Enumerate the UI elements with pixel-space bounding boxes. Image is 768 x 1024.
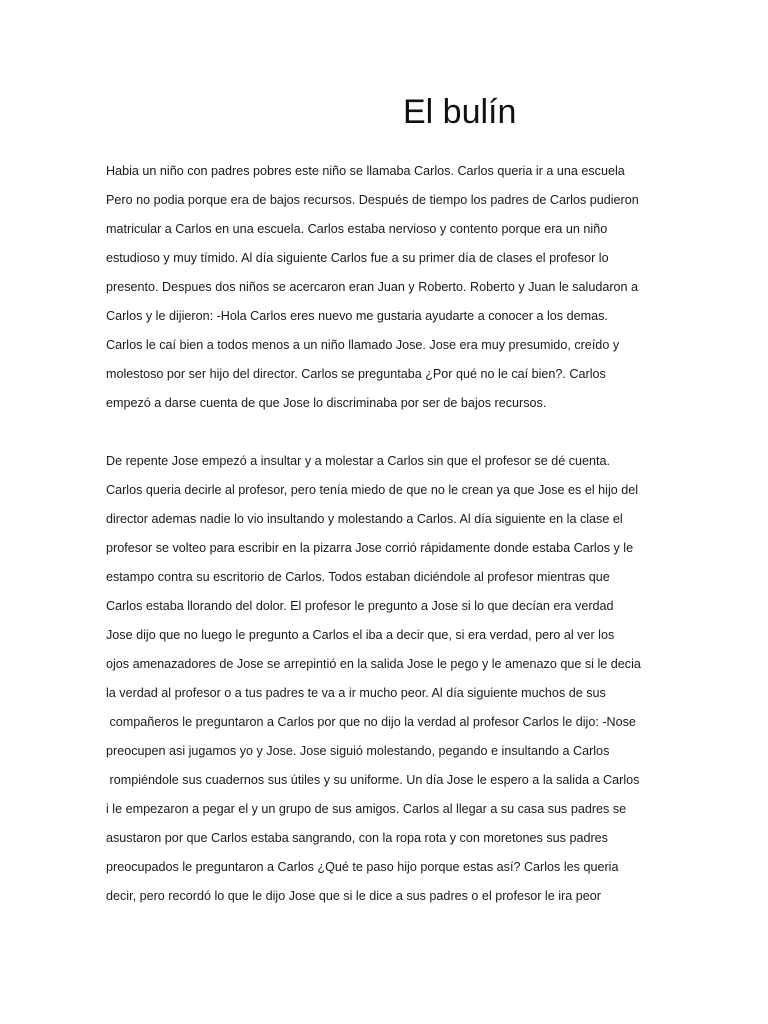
text-line: Carlos estaba llorando del dolor. El profesor le pregunto a Jose si lo que decían era verdad	[106, 599, 614, 613]
text-line: matricular a Carlos en una escuela. Carlos estaba nervioso y contento porque era un niño	[106, 222, 608, 236]
text-line: estampo contra su escritorio de Carlos. Todos estaban diciéndole al profesor mientras que	[106, 570, 610, 584]
text-line: estudioso y muy tímido. Al día siguiente Carlos fue a su primer día de clases el profesor lo	[106, 251, 609, 265]
text-line: Carlos queria decirle al profesor, pero tenía miedo de que no le crean ya que Jose es el hijo del	[106, 483, 639, 497]
text-line: preocupados le preguntaron a Carlos ¿Qué te paso hijo porque estas así? Carlos les queria	[106, 860, 619, 874]
text-line: presento. Despues dos niños se acercaron eran Juan y Roberto. Roberto y Juan le saludaron a	[106, 280, 639, 294]
text-line: asustaron por que Carlos estaba sangrando, con la ropa rota y con moretones sus padres	[106, 831, 608, 845]
text-line: Habia un niño con padres pobres este niño se llamaba Carlos. Carlos queria ir a una escuela	[106, 164, 625, 178]
text-line: Carlos le caí bien a todos menos a un niño llamado Jose. Jose era muy presumido, creído y	[106, 338, 620, 352]
text-line: De repente Jose empezó a insultar y a molestar a Carlos sin que el profesor se dé cuenta.	[106, 454, 611, 468]
text-line: empezó a darse cuenta de que Jose lo discriminaba por ser de bajos recursos.	[106, 396, 547, 410]
document-body	[106, 160, 746, 914]
text-line: profesor se volteo para escribir en la pizarra Jose corrió rápidamente donde estaba Carlos y le	[106, 541, 634, 555]
document-title: El bulín	[403, 93, 517, 131]
text-line: decir, pero recordó lo que le dijo Jose que si le dice a sus padres o el profesor le ira peor	[106, 889, 601, 903]
text-line: director ademas nadie lo vio insultando y molestando a Carlos. Al día siguiente en la clase el	[106, 512, 623, 526]
text-line: molestoso por ser hijo del director. Carlos se preguntaba ¿Por qué no le caí bien?. Carlos	[106, 367, 606, 381]
text-line: compañeros le preguntaron a Carlos por que no dijo la verdad al profesor Carlos le dijo: -Nose	[106, 715, 636, 729]
text-line: i le empezaron a pegar el y un grupo de sus amigos. Carlos al llegar a su casa sus padres se	[106, 802, 627, 816]
text-line: la verdad al profesor o a tus padres te va a ir mucho peor. Al día siguiente muchos de sus	[106, 686, 606, 700]
text-line: rompiéndole sus cuadernos sus útiles y su uniforme. Un día Jose le espero a la salida a Carlos	[106, 773, 640, 787]
text-line: Jose dijo que no luego le pregunto a Carlos el iba a decir que, si era verdad, pero al ver los	[106, 628, 615, 642]
text-line: preocupen asi jugamos yo y Jose. Jose siguió molestando, pegando e insultando a Carlos	[106, 744, 610, 758]
text-line: ojos amenazadores de Jose se arrepintió en la salida Jose le pego y le amenazo que si le decia	[106, 657, 641, 671]
paragraph-break	[106, 421, 746, 450]
text-line: Pero no podia porque era de bajos recursos. Después de tiempo los padres de Carlos pudieron	[106, 193, 639, 207]
text-line: Carlos y le dijieron: -Hola Carlos eres nuevo me gustaria ayudarte a conocer a los demas.	[106, 309, 608, 323]
